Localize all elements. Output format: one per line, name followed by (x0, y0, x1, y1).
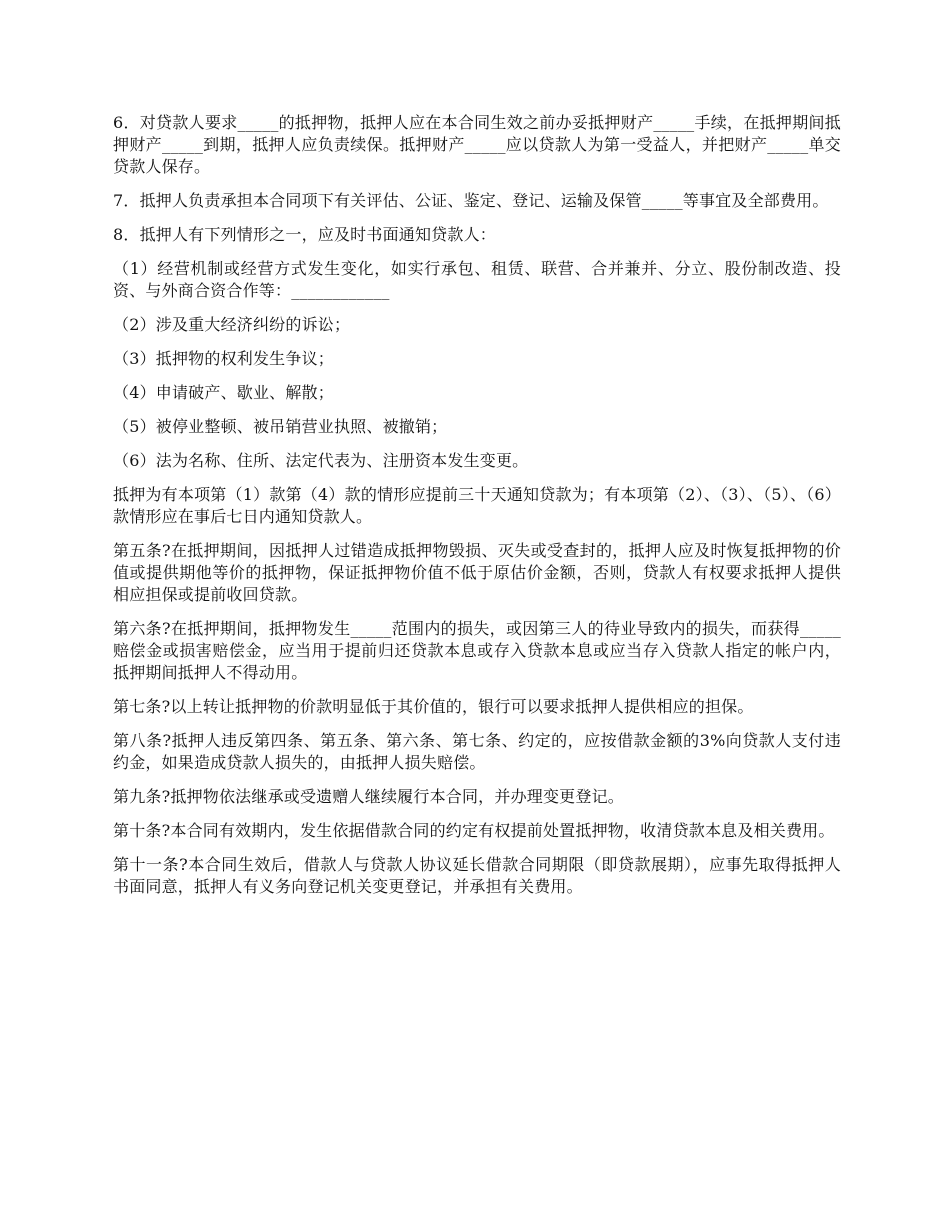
clause-6: 6．对贷款人要求_____的抵押物，抵押人应在本合同生效之前办妥抵押财产_____手续，在抵押期间抵押财产_____到期，抵押人应负责续保。抵押财产_____应以贷款人为第一受益人，并把财产_____单交贷款人保存。 (113, 113, 841, 176)
article-5: 第五条?在抵押期间，因抵押人过错造成抵押物毁损、灭失或受查封的，抵押人应及时恢复抵押物的价值或提供期他等价的抵押物，保证抵押物价值不低于原估价金额，否则，贷款人有权要求抵押人提供相应担保或提前收回贷款。 (113, 541, 841, 604)
article-6: 第六条?在抵押期间，抵押物发生_____范围内的损失，或因第三人的待业导致内的损失，而获得_____赔偿金或损害赔偿金，应当用于提前归还贷款本息或存入贷款本息或应当存入贷款人指定的帐户内，抵押期间抵押人不得动用。 (113, 619, 841, 682)
clause-7: 7．抵押人负责承担本合同项下有关评估、公证、鉴定、登记、运输及保管_____等事宜及全部费用。 (113, 191, 829, 210)
clause-8-item-1: （1）经营机制或经营方式发生变化，如实行承包、租赁、联营、合并兼并、分立、股份制改造、投资、与外商合资合作等：____________ (113, 259, 841, 300)
clause-8-item-6: （6）法为名称、住所、法定代表为、注册资本发生变更。 (113, 451, 529, 470)
clause-8-item-5: （5）被停业整顿、被吊销营业执照、被撤销； (113, 417, 448, 436)
article-8: 第八条?抵押人违反第四条、第五条、第六条、第七条、约定的，应按借款金额的3%向贷款人支付违约金，如果造成贷款人损失的，由抵押人损失赔偿。 (113, 731, 841, 772)
article-9: 第九条?抵押物依法继承或受遗赠人继续履行本合同，并办理变更登记。 (113, 787, 624, 806)
document-body (113, 112, 841, 910)
clause-8-item-2: （2）涉及重大经济纠纷的诉讼； (113, 315, 351, 334)
clause-8-item-4: （4）申请破产、歇业、解散； (113, 383, 334, 402)
article-7: 第七条?以上转让抵押物的价款明显低于其价值的，银行可以要求抵押人提供相应的担保。 (113, 697, 754, 716)
notice-requirement: 抵押为有本项第（1）款第（4）款的情形应提前三十天通知贷款为；有本项第（2）、（3）、（5）、（6）款情形应在事后七日内通知贷款人。 (113, 485, 841, 526)
article-10: 第十条?本合同有效期内，发生依据借款合同的约定有权提前处置抵押物，收清贷款本息及相关费用。 (113, 821, 835, 840)
clause-8: 8．抵押人有下列情形之一，应及时书面通知贷款人： (113, 225, 496, 244)
clause-8-item-3: （3）抵押物的权利发生争议； (113, 349, 334, 368)
article-11: 第十一条?本合同生效后，借款人与贷款人协议延长借款合同期限（即贷款展期），应事先取得抵押人书面同意，抵押人有义务向登记机关变更登记，并承担有关费用。 (113, 855, 841, 896)
